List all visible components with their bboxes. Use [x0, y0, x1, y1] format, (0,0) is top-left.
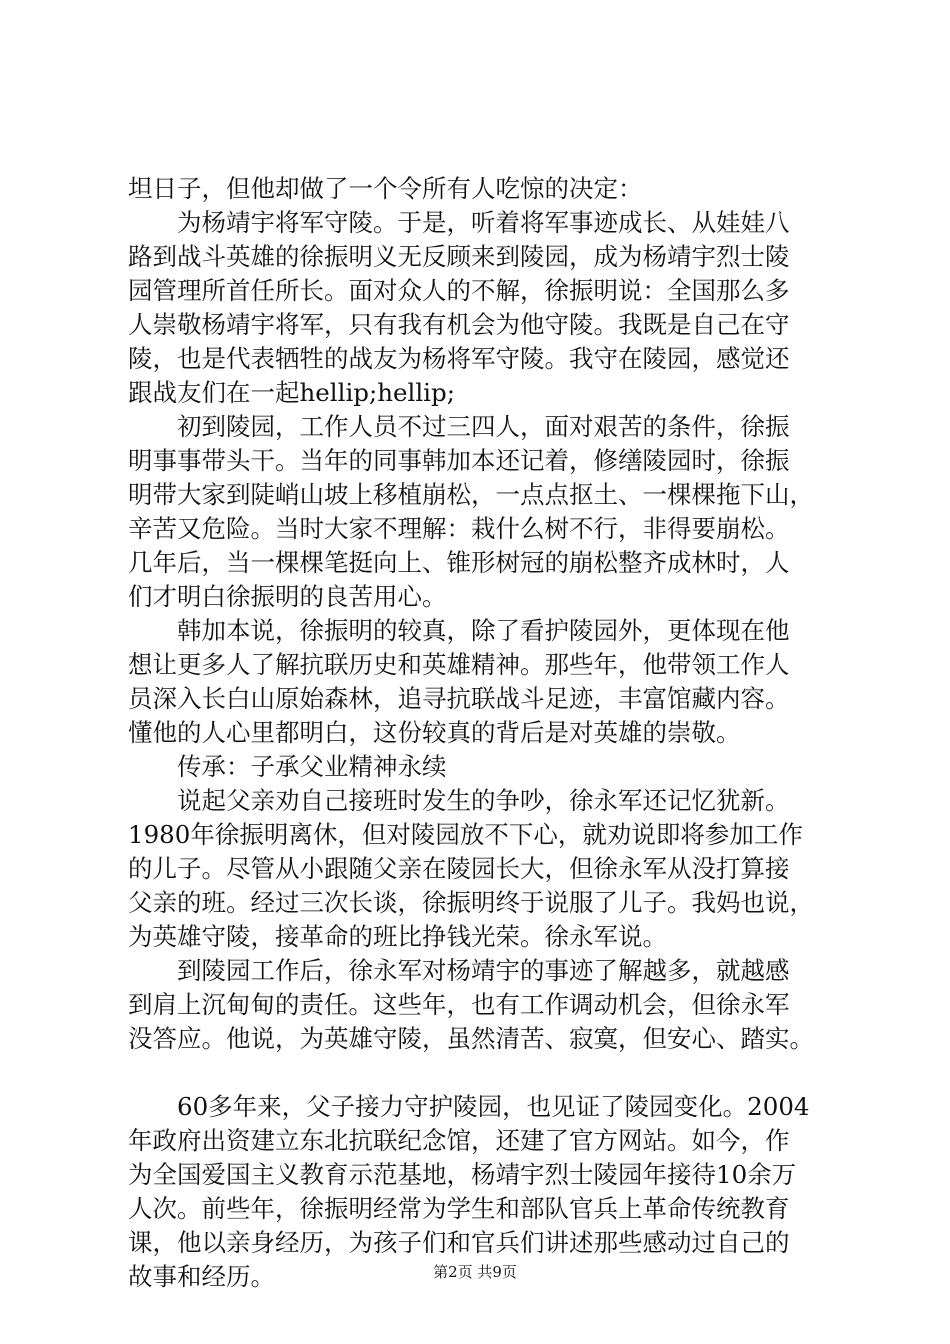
page-footer: 第2页 共9页 — [433, 1263, 517, 1281]
paragraph-start: 为杨靖宇将军守陵。于是，听着将军事迹成长、从娃娃八 — [177, 208, 790, 237]
text-line: 陵，也是代表牺牲的战友为杨将军守陵。我守在陵园，感觉还 — [128, 344, 790, 373]
text-line: 几年后，当一棵棵笔挺向上、锥形树冠的崩松整齐成林时，人 — [128, 548, 790, 577]
text-line: 跟战友们在一起hellip;hellip; — [128, 378, 455, 407]
text-line: 路到战斗英雄的徐振明义无反顾来到陵园，成为杨靖宇烈士陵 — [128, 242, 790, 271]
paragraph-start: 到陵园工作后，徐永军对杨靖宇的事迹了解越多，就越感 — [177, 956, 790, 985]
text-line: 故事和经历。 — [128, 1262, 275, 1291]
text-line: 明事事带头干。当年的同事韩加本还记着，修缮陵园时，徐振 — [128, 446, 790, 475]
text-line: 园管理所首任所长。面对众人的不解，徐振明说：全国那么多 — [128, 276, 790, 305]
paragraph-start: 韩加本说，徐振明的较真，除了看护陵园外，更体现在他 — [177, 616, 790, 645]
text-line: 1980年徐振明离休，但对陵园放不下心，就劝说即将参加工作 — [128, 820, 803, 849]
text-line: 员深入长白山原始森林，追寻抗联战斗足迹，丰富馆藏内容。 — [128, 684, 790, 713]
text-line: 懂他的人心里都明白，这份较真的背后是对英雄的崇敬。 — [128, 718, 741, 747]
text-line: 为全国爱国主义教育示范基地，杨靖宇烈士陵园年接待10余万 — [128, 1160, 797, 1189]
paragraph-start: 初到陵园，工作人员不过三四人，面对艰苦的条件，徐振 — [177, 412, 790, 441]
text-line: 明带大家到陡峭山坡上移植崩松，一点点抠土、一棵棵拖下山， — [128, 480, 814, 509]
text-line: 们才明白徐振明的良苦用心。 — [128, 582, 447, 611]
text-line: 父亲的班。经过三次长谈，徐振明终于说服了儿子。我妈也说， — [128, 888, 814, 917]
text-line: 人崇敬杨靖宇将军，只有我有机会为他守陵。我既是自己在守 — [128, 310, 790, 339]
text-line: 课，他以亲身经历，为孩子们和官兵们讲述那些感动过自己的 — [128, 1228, 790, 1257]
text-line: 辛苦又危险。当时大家不理解：栽什么树不行，非得要崩松。 — [128, 514, 790, 543]
text-line: 想让更多人了解抗联历史和英雄精神。那些年，他带领工作人 — [128, 650, 790, 679]
text-line: 没答应。他说，为英雄守陵，虽然清苦、寂寞，但安心、踏实。 — [128, 1024, 814, 1053]
text-line: 人次。前些年，徐振明经常为学生和部队官兵上革命传统教育 — [128, 1194, 790, 1223]
paragraph-start: 60多年来，父子接力守护陵园，也见证了陵园变化。2004 — [177, 1092, 810, 1121]
text-line: 年政府出资建立东北抗联纪念馆，还建了官方网站。如今，作 — [128, 1126, 790, 1155]
text-line: 坦日子，但他却做了一个令所有人吃惊的决定： — [128, 174, 643, 203]
text-line: 的儿子。尽管从小跟随父亲在陵园长大，但徐永军从没打算接 — [128, 854, 790, 883]
text-line: 到肩上沉甸甸的责任。这些年，也有工作调动机会，但徐永军 — [128, 990, 790, 1019]
paragraph-start: 说起父亲劝自己接班时发生的争吵，徐永军还记忆犹新。 — [177, 786, 790, 815]
text-line: 为英雄守陵，接革命的班比挣钱光荣。徐永军说。 — [128, 922, 667, 951]
paragraph-gap — [128, 1056, 840, 1090]
section-heading: 传承：子承父业精神永续 — [177, 752, 447, 781]
body-text — [128, 172, 840, 1294]
